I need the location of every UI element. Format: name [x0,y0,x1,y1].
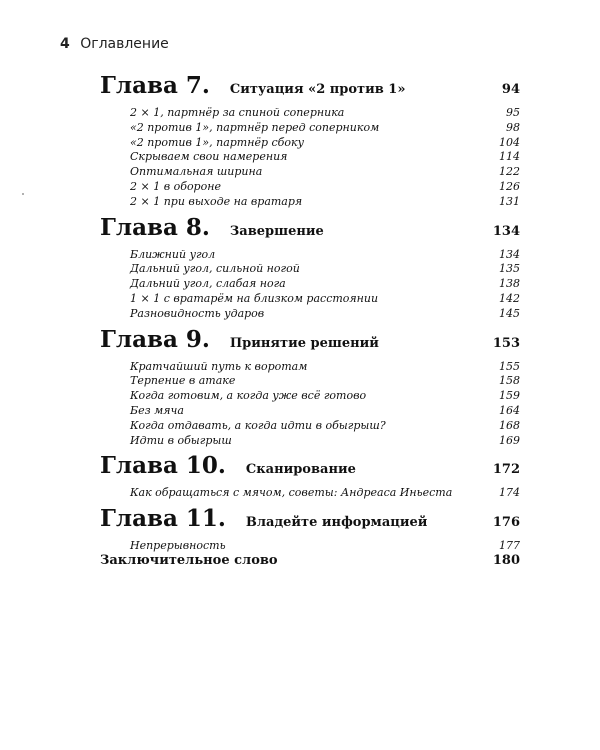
toc-entry[interactable] [130,195,520,210]
chapter-8 [100,214,520,322]
entry-page: 142 [499,291,520,305]
entry-title: Дальний угол, сильной ногой [130,262,300,276]
chapter-heading[interactable] [100,505,520,539]
toc-entry[interactable] [130,136,520,151]
toc-entry[interactable] [130,277,520,292]
chapter-heading[interactable] [100,452,520,486]
entry-title: Кратчайший путь к воротам [130,359,308,373]
final-word-title: Заключительное слово [100,553,278,568]
chapter-10 [100,452,520,501]
toc-entry[interactable] [130,121,520,136]
entry-title: Без мяча [130,403,184,417]
entry-page: 174 [499,486,520,500]
toc-entry[interactable] [130,539,520,554]
scan-speck [22,193,24,195]
chapter-11 [100,505,520,554]
entry-page: 114 [499,150,520,164]
entry-title: Когда отдавать, а когда идти в обыгрыш? [130,418,386,432]
chapter-title: Завершение [229,223,324,239]
chapter-title: Сканирование [245,462,356,478]
chapter-page: 176 [492,515,520,531]
toc-entry[interactable] [130,248,520,263]
chapter-entries [130,248,520,322]
chapter-label: Глава 7. [100,72,210,99]
toc-entry[interactable] [130,180,520,195]
entry-page: 155 [499,359,520,373]
entry-title: 1 × 1 с вратарём на близком расстоянии [130,291,379,305]
toc-entry[interactable] [130,419,520,434]
entry-page: 104 [499,135,520,149]
entry-page: 145 [499,306,520,320]
entry-title: Разновидность ударов [130,306,265,320]
final-word-page: 180 [492,553,520,568]
toc-entry[interactable] [130,360,520,375]
chapter-title: Владейте информацией [245,515,428,531]
entry-title: 2 × 1 при выходе на вратаря [130,194,303,208]
entry-page: 177 [499,539,520,553]
entry-page: 158 [499,374,520,388]
chapter-title: Принятие решений [229,335,379,351]
toc-entry[interactable] [130,106,520,121]
table-of-contents [100,72,520,558]
entry-page: 168 [499,418,520,432]
entry-page: 95 [506,106,520,119]
entry-page: 126 [499,179,520,193]
toc-entry[interactable] [130,262,520,277]
entry-page: 135 [499,262,520,276]
entry-title: «2 против 1», партнёр сбоку [130,135,304,149]
chapter-entries [130,539,520,554]
entry-title: Непрерывность [130,539,226,553]
entry-page: 98 [506,120,520,134]
chapter-heading[interactable] [100,214,520,248]
entry-page: 169 [499,433,520,447]
toc-entry[interactable] [130,374,520,389]
toc-entry[interactable] [130,150,520,165]
entry-page: 134 [499,247,520,261]
entry-title: Идти в обыгрыш [130,433,232,447]
entry-title: 2 × 1, партнёр за спиной соперника [130,106,345,119]
chapter-page: 94 [501,82,520,97]
chapter-9 [100,326,520,449]
entry-page: 138 [499,277,520,291]
chapter-label: Глава 9. [100,325,210,353]
entry-title: «2 против 1», партнёр перед соперником [130,120,380,134]
entry-title: Как обращаться с мячом, советы: Андреаса Иньеста [130,486,453,500]
chapter-7 [100,72,520,210]
chapter-heading[interactable] [100,326,520,360]
chapter-page: 153 [492,335,520,351]
entry-page: 164 [499,403,520,417]
entry-title: Ближний угол [130,247,216,261]
toc-entry[interactable] [130,404,520,419]
chapter-entries [130,486,520,501]
toc-entry[interactable] [130,434,520,449]
chapter-page: 134 [492,223,520,239]
chapter-heading[interactable] [100,72,520,106]
toc-entry[interactable] [130,486,520,501]
chapter-page: 172 [492,462,520,478]
toc-entry[interactable] [130,389,520,404]
entry-title: Терпение в атаке [130,374,236,388]
running-head-title: Оглавление [80,36,169,52]
entry-title: Дальний угол, слабая нога [130,277,286,291]
page-number: 4 [60,36,70,52]
chapter-label: Глава 10. [100,452,226,480]
entry-page: 131 [499,194,520,208]
entry-title: Когда готовим, а когда уже всё готово [130,389,367,403]
toc-entry[interactable] [130,307,520,322]
entry-title: Скрываем свои намерения [130,150,288,164]
entry-page: 159 [499,389,520,403]
chapter-entries [130,106,520,210]
entry-title: Оптимальная ширина [130,165,263,179]
entry-title: 2 × 1 в обороне [130,179,221,193]
chapter-label: Глава 8. [100,213,210,241]
chapter-label: Глава 11. [100,505,226,533]
final-word-entry[interactable] [100,553,520,568]
running-head [60,36,169,52]
entry-page: 122 [499,165,520,179]
chapter-title: Ситуация «2 против 1» [229,82,406,97]
toc-entry[interactable] [130,165,520,180]
chapter-entries [130,360,520,449]
toc-entry[interactable] [130,292,520,307]
